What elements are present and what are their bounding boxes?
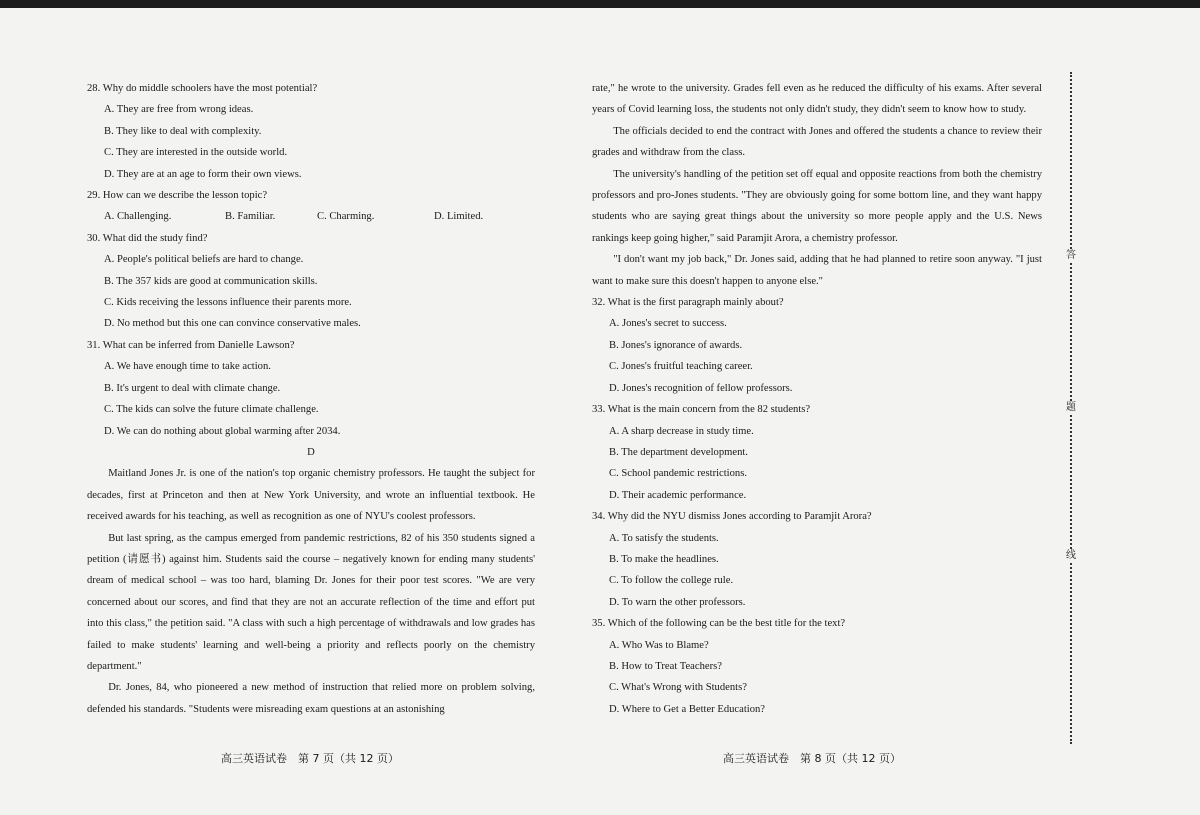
binding-label-1: 答 — [1066, 250, 1076, 261]
question-28-option-c: C. They are interested in the outside world. — [104, 147, 288, 159]
question-29-stem: 29. How can we describe the lesson topic? — [87, 190, 268, 202]
passage-paragraph-1: Maitland Jones Jr. is one of the nation's top organic chemistry professors. He taught the subject for decades, first at Princeton and then at New York University, and wrote an influential textbook. He received awards for his teaching, as well as recognition as one of NYU's coolest professors. — [87, 468, 535, 523]
question-30-option-c: C. Kids receiving the lessons influence their parents more. — [104, 297, 352, 309]
question-29-options — [87, 206, 535, 227]
question-35-stem: 35. Which of the following can be the best title for the text? — [592, 618, 846, 630]
right-column — [592, 78, 1042, 720]
question-29-option-b: B. Familiar. — [225, 211, 276, 223]
question-30-option-a: A. People's political beliefs are hard to change. — [104, 254, 304, 266]
scan-edge — [0, 0, 1200, 8]
question-28-option-b: B. They like to deal with complexity. — [104, 125, 262, 137]
question-35-option-b: B. How to Treat Teachers? — [609, 660, 722, 672]
passage-d-right — [592, 78, 1042, 292]
passage-paragraph-6: "I don't want my job back," Dr. Jones said, adding that he had planned to retire soon anyway. "I just want to make sure this doesn't happen to anyone else." — [592, 254, 1042, 287]
question-33-stem: 33. What is the main concern from the 82 students? — [592, 404, 811, 416]
passage-paragraph-3: Dr. Jones, 84, who pioneered a new method of instruction that relied more on problem solving, defended his standards. "Students were misreading exam questions at an astonishing — [87, 682, 535, 715]
question-31-option-b: B. It's urgent to deal with climate change. — [104, 382, 281, 394]
question-30-stem: 30. What did the study find? — [87, 232, 208, 244]
passage-paragraph-5: The university's handling of the petition set off equal and opposite reactions from both the chemistry professors and pro-Jones students. "They are obviously going for some bottom line, and they want happy students who are saying great things about the university so more people apply and the U.S. News rankings keep going higher," said Paramjit Arora, a chemistry professor. — [592, 168, 1042, 244]
question-32-option-c: C. Jones's fruitful teaching career. — [609, 361, 753, 373]
question-30-option-d: D. No method but this one can convince conservative males. — [104, 318, 361, 330]
question-34-option-a: A. To satisfy the students. — [609, 532, 719, 544]
question-31-stem: 31. What can be inferred from Danielle Lawson? — [87, 339, 295, 351]
question-33-option-d: D. Their academic performance. — [609, 489, 747, 501]
question-28-option-d: D. They are at an age to form their own views. — [104, 168, 302, 180]
question-29-option-a: A. Challenging. — [104, 211, 172, 223]
question-29-option-d: D. Limited. — [434, 211, 484, 223]
question-34-option-c: C. To follow the college rule. — [609, 575, 734, 587]
passage-d-left — [87, 463, 535, 720]
question-28-option-a: A. They are free from wrong ideas. — [104, 104, 254, 116]
binding-label-2: 题 — [1066, 402, 1076, 413]
question-33-option-a: A. A sharp decrease in study time. — [609, 425, 754, 437]
question-31-option-d: D. We can do nothing about global warming after 2034. — [104, 425, 341, 437]
question-29-option-c: C. Charming. — [317, 211, 375, 223]
question-32-option-a: A. Jones's secret to success. — [609, 318, 727, 330]
left-column — [87, 78, 535, 720]
question-34-stem: 34. Why did the NYU dismiss Jones according to Paramjit Arora? — [592, 511, 872, 523]
passage-paragraph-4: The officials decided to end the contract with Jones and offered the students a chance to review their grades and withdraw from the class. — [592, 125, 1042, 159]
question-28-stem: 28. Why do middle schoolers have the most potential? — [87, 83, 318, 94]
question-32-option-b: B. Jones's ignorance of awards. — [609, 339, 743, 351]
question-32-stem: 32. What is the first paragraph mainly about? — [592, 297, 784, 309]
section-d-heading: D — [307, 446, 315, 458]
question-32-option-d: D. Jones's recognition of fellow professors. — [609, 382, 793, 394]
passage-paragraph-3-continued: rate," he wrote to the university. Grades fell even as he reduced the difficulty of his exams. After several years of Covid learning loss, the students not only didn't study, they didn't seem to know how to study. — [592, 83, 1042, 116]
question-35-option-c: C. What's Wrong with Students? — [609, 682, 747, 694]
page-footer-right: 高三英语试卷 第 8 页（共 12 页） — [723, 752, 901, 765]
question-34-option-d: D. To warn the other professors. — [609, 596, 746, 608]
question-33-option-b: B. The department development. — [609, 446, 748, 458]
question-35-option-d: D. Where to Get a Better Education? — [609, 703, 765, 715]
question-30-option-b: B. The 357 kids are good at communication skills. — [104, 275, 318, 287]
passage-paragraph-2: But last spring, as the campus emerged from pandemic restrictions, 82 of his 350 students signed a petition (请愿书) against him. Students said the course – negatively known for ending many students' dream of medical school – was too hard, blaming Dr. Jones for their poor test scores. "We are very concerned about our scores, and find that they are not an accurate reflection of the time and effort put into this class," the petition said. "A class with such a high percentage of withdrawals and low grades has failed to make students' learning and well-being a priority and reflects poorly on the chemistry department." — [87, 532, 535, 672]
question-31-option-a: A. We have enough time to take action. — [104, 361, 271, 373]
question-31-option-c: C. The kids can solve the future climate challenge. — [104, 404, 319, 416]
binding-label-3: 线 — [1066, 550, 1076, 561]
question-34-option-b: B. To make the headlines. — [609, 553, 719, 565]
question-33-option-c: C. School pandemic restrictions. — [609, 468, 747, 480]
page-footer-left: 高三英语试卷 第 7 页（共 12 页） — [221, 752, 399, 765]
question-35-option-a: A. Who Was to Blame? — [609, 639, 709, 651]
